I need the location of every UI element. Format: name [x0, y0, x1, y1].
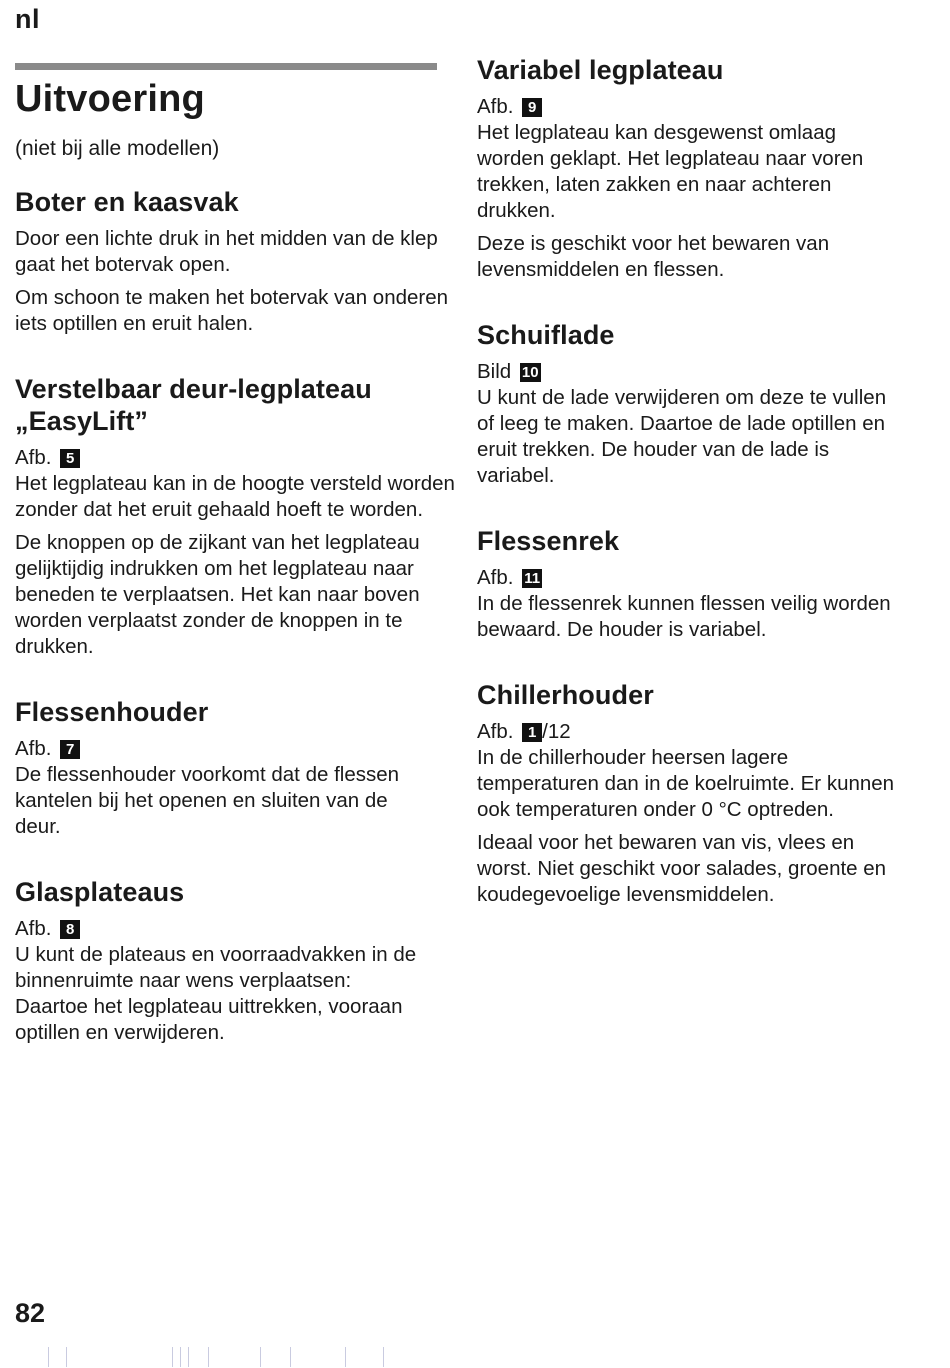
page-title: Uitvoering	[15, 78, 205, 120]
register-mark	[290, 1347, 291, 1367]
figure-prefix: Afb.	[15, 446, 52, 469]
heading-line: „EasyLift”	[15, 406, 149, 436]
paragraph: U kunt de lade verwijderen om deze te vullen of leeg te maken. Daartoe de lade optillen en eruit trekken. De houder van de lade is variabel.	[477, 386, 887, 487]
register-mark	[383, 1347, 384, 1367]
figure-reference	[15, 736, 455, 762]
paragraph: In de chillerhouder heersen lagere temperaturen dan in de koelruimte. Er kunnen ook temperaturen onder 0 °C optreden.	[477, 746, 895, 821]
section-boter-kaasvak	[15, 186, 455, 337]
section-variabel-legplateau	[477, 54, 907, 283]
register-mark	[345, 1347, 346, 1367]
figure-prefix: Afb.	[477, 95, 514, 118]
section-heading: Glasplateaus	[15, 877, 185, 907]
language-code: nl	[15, 4, 40, 34]
figure-prefix: Afb.	[477, 720, 514, 743]
section-easylift	[15, 373, 455, 660]
figure-reference	[15, 445, 455, 471]
figure-suffix: /12	[542, 720, 571, 743]
figure-prefix: Afb.	[477, 566, 514, 589]
register-mark	[208, 1347, 209, 1367]
figure-prefix: Afb.	[15, 917, 52, 940]
register-mark	[188, 1347, 189, 1367]
section-heading: Variabel legplateau	[477, 55, 724, 85]
paragraph: De flessenhouder voorkomt dat de flessen kantelen bij het openen en sluiten van de deur.	[15, 763, 400, 838]
section-heading	[15, 373, 455, 437]
figure-number-badge: 1	[522, 723, 542, 742]
figure-number-badge: 7	[60, 740, 80, 759]
paragraph: Het legplateau kan desgewenst omlaag worden geklapt. Het legplateau naar voren trekken, laten zakken en naar achteren drukken.	[477, 121, 864, 222]
register-mark	[172, 1347, 173, 1367]
right-column	[477, 54, 907, 915]
figure-number-badge: 5	[60, 449, 80, 468]
figure-number-badge: 8	[60, 920, 80, 939]
section-heading: Flessenrek	[477, 526, 620, 556]
paragraph: De knoppen op de zijkant van het legplateau gelijktijdig indrukken om het legplateau naar beneden te verplaatsen. Het kan naar boven worden verplaatst zonder de knoppen in te drukken.	[15, 531, 420, 658]
paragraph: Deze is geschikt voor het bewaren van levensmiddelen en flessen.	[477, 232, 830, 281]
section-flessenrek	[477, 525, 907, 643]
figure-number-badge: 11	[522, 569, 542, 588]
register-mark	[48, 1347, 49, 1367]
figure-number-badge: 9	[522, 98, 542, 117]
section-schuiflade	[477, 319, 907, 489]
paragraph: U kunt de plateaus en voorraadvakken in de binnenruimte naar wens verplaatsen: Daartoe het legplateau uittrekken, vooraan optillen en verwijderen.	[15, 943, 417, 1044]
section-glasplateaus	[15, 876, 455, 1046]
figure-reference	[477, 94, 907, 120]
section-heading: Chillerhouder	[477, 680, 654, 710]
figure-reference	[477, 359, 907, 385]
figure-number-badge: 10	[521, 364, 539, 381]
page-number: 82	[15, 1298, 46, 1328]
heading-line: Verstelbaar deur-legplateau	[15, 374, 372, 404]
header-rule	[15, 63, 437, 70]
register-mark	[66, 1347, 67, 1367]
paragraph: Ideaal voor het bewaren van vis, vlees en worst. Niet geschikt voor salades, groente en koudegevoelige levensmiddelen.	[477, 831, 887, 906]
register-mark	[180, 1347, 181, 1367]
section-flessenhouder	[15, 696, 455, 840]
figure-reference	[477, 565, 907, 591]
register-mark	[260, 1347, 261, 1367]
section-chillerhouder	[477, 679, 907, 908]
section-heading: Schuiflade	[477, 320, 615, 350]
section-heading: Flessenhouder	[15, 697, 209, 727]
left-column	[15, 186, 455, 1053]
paragraph: Door een lichte druk in het midden van de klep gaat het botervak open.	[15, 227, 438, 276]
figure-reference	[477, 719, 907, 745]
page-subtitle: (niet bij alle modellen)	[15, 137, 220, 160]
figure-prefix: Bild	[477, 360, 512, 383]
print-register-marks	[0, 1345, 950, 1368]
section-heading: Boter en kaasvak	[15, 187, 239, 217]
paragraph: In de flessenrek kunnen flessen veilig worden bewaard. De houder is variabel.	[477, 592, 891, 641]
figure-reference	[15, 916, 455, 942]
paragraph: Het legplateau kan in de hoogte versteld worden zonder dat het eruit gehaald hoeft te worden.	[15, 472, 455, 521]
paragraph: Om schoon te maken het botervak van onderen iets optillen en eruit halen.	[15, 286, 449, 335]
figure-prefix: Afb.	[15, 737, 52, 760]
